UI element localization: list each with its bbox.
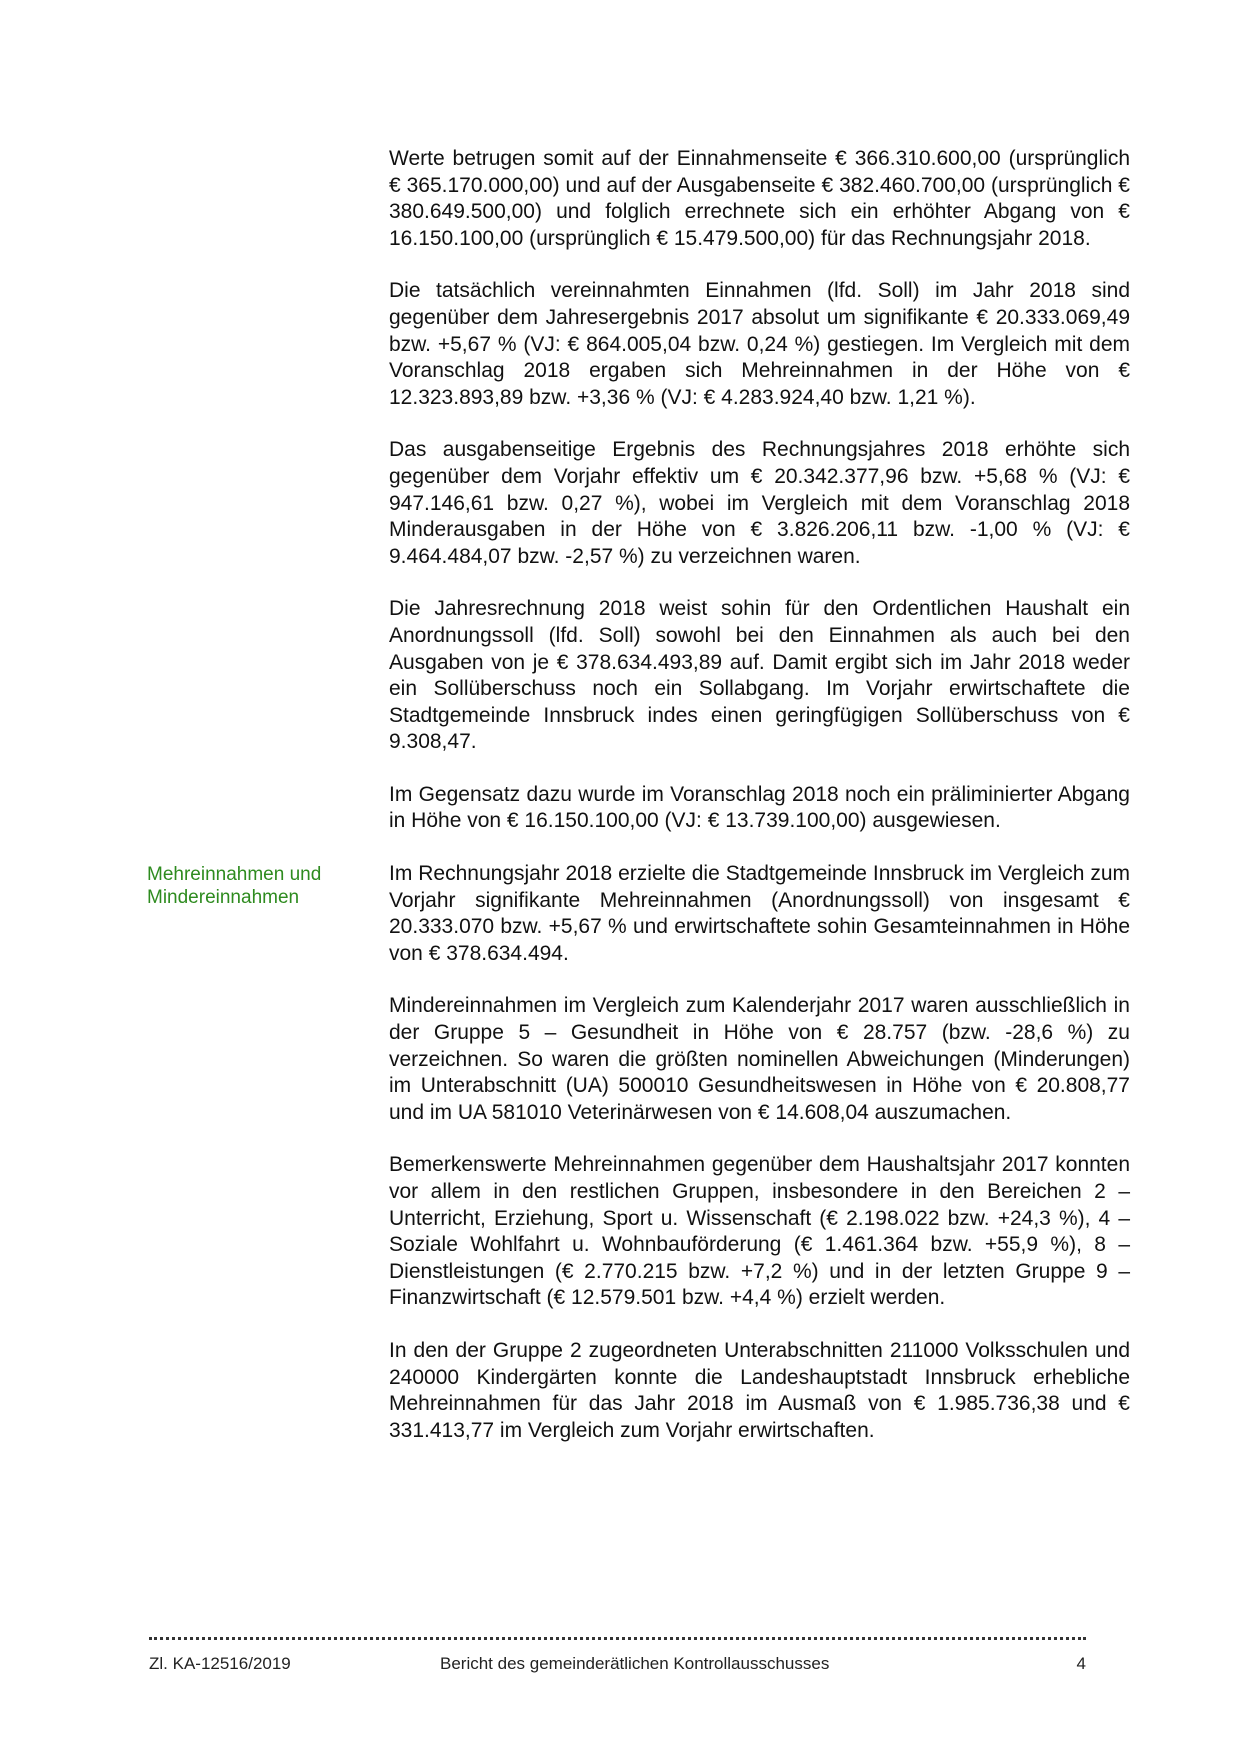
body-text-column xyxy=(389,146,1130,1470)
paragraph-revenue-overview: Im Rechnungsjahr 2018 erzielte die Stadtgemeinde Innsbruck im Vergleich zum Vorjahr signifikante Mehreinnahmen (Anordnungssoll) von insgesamt € 20.333.070 bzw. +5,67 % und erwirtschaftete sohin Gesamteinnahmen in Höhe von € 378.634.494. xyxy=(389,862,1130,965)
footer-page-number: 4 xyxy=(1076,1654,1086,1673)
margin-note-heading xyxy=(147,863,347,909)
paragraph-budget-values: Werte betrugen somit auf der Einnahmenseite € 366.310.600,00 (ursprünglich € 365.170.000,00) und auf der Ausgabenseite € 382.460.700,00 (ursprünglich € 380.649.500,00) und folglich errechnete sich ein erhöhter Abgang von € 16.150.100,00 (ursprünglich € 15.479.500,00) für das Rechnungsjahr 2018. xyxy=(389,147,1130,250)
margin-note-line-1: Mehreinnahmen und xyxy=(147,864,322,885)
footer-report-title: Bericht des gemeinderätlichen Kontrollausschusses xyxy=(440,1654,830,1673)
footer-dotted-rule xyxy=(149,1623,1086,1640)
margin-note-line-2: Mindereinnahmen xyxy=(147,887,300,908)
paragraph-annual-account: Die Jahresrechnung 2018 weist sohin für den Ordentlichen Haushalt ein Anordnungssoll (lfd. Soll) sowohl bei den Einnahmen als auch bei den Ausgaben von je € 378.634.493,89 auf. Damit ergibt sich im Jahr 2018 weder ein Sollüberschuss noch ein Sollabgang. Im Vorjahr erwirtschaftete die Stadtgemeinde Innsbruck indes einen geringfügigen Sollüberschuss von € 9.308,47. xyxy=(389,597,1130,754)
paragraph-group-2-revenue: In den der Gruppe 2 zugeordneten Unterabschnitten 211000 Volksschulen und 240000 Kindergärten konnte die Landeshauptstadt Innsbruck erhebliche Mehreinnahmen für das Jahr 2018 im Ausmaß von € 1.985.736,38 und € 331.413,77 im Vergleich zum Vorjahr erwirtschaften. xyxy=(389,1338,1130,1442)
paragraph-revenue-increase: Die tatsächlich vereinnahmten Einnahmen (lfd. Soll) im Jahr 2018 sind gegenüber dem Jahresergebnis 2017 absolut um signifikante € 20.333.069,49 bzw. +5,67 % (VJ: € 864.005,04 bzw. 0,24 %) gestiegen. Im Vergleich mit dem Voranschlag 2018 ergaben sich Mehreinnahmen in der Höhe von € 12.323.893,89 bzw. +3,36 % (VJ: € 4.283.924,40 bzw. 1,21 %). xyxy=(389,279,1130,409)
paragraph-notable-revenue: Bemerkenswerte Mehreinnahmen gegenüber dem Haushaltsjahr 2017 konnten vor allem in den restlichen Gruppen, insbesondere in den Bereichen 2 – Unterricht, Erziehung, Sport u. Wissenschaft (€ 2.198.022 bzw. +24,3 %), 4 – Soziale Wohlfahrt u. Wohnbauförderung (€ 1.461.364 bzw. +55,9 %), 8 – Dienstleistungen (€ 2.770.215 bzw. +7,2 %) und in der letzten Gruppe 9 – Finanzwirtschaft (€ 12.579.501 bzw. +4,4 %) erzielt werden. xyxy=(389,1153,1130,1310)
paragraph-revenue-shortfalls: Mindereinnahmen im Vergleich zum Kalenderjahr 2017 waren ausschließlich in der Gruppe 5 – Gesundheit in Höhe von € 28.757 (bzw. -28,6 %) zu verzeichnen. So waren die größten nominellen Abweichungen (Minderungen) im Unterabschnitt (UA) 500010 Gesundheitswesen in Höhe von € 20.808,77 und im UA 581010 Veterinärwesen von € 14.608,04 auszumachen. xyxy=(389,994,1130,1124)
paragraph-preliminary-deficit: Im Gegensatz dazu wurde im Voranschlag 2018 noch ein präliminierter Abgang in Höhe von € 16.150.100,00 (VJ: € 13.739.100,00) ausgewiesen. xyxy=(389,782,1130,833)
paragraph-expenditure-result: Das ausgabenseitige Ergebnis des Rechnungsjahres 2018 erhöhte sich gegenüber dem Vorjahr effektiv um € 20.342.377,96 bzw. +5,68 % (VJ: € 947.146,61 bzw. 0,27 %), wobei im Vergleich mit dem Voranschlag 2018 Minderausgaben in der Höhe von € 3.826.206,11 bzw. -1,00 % (VJ: € 9.464.484,07 bzw. -2,57 %) zu verzeichnen waren. xyxy=(389,438,1130,568)
footer-reference-number: Zl. KA-12516/2019 xyxy=(149,1654,291,1673)
